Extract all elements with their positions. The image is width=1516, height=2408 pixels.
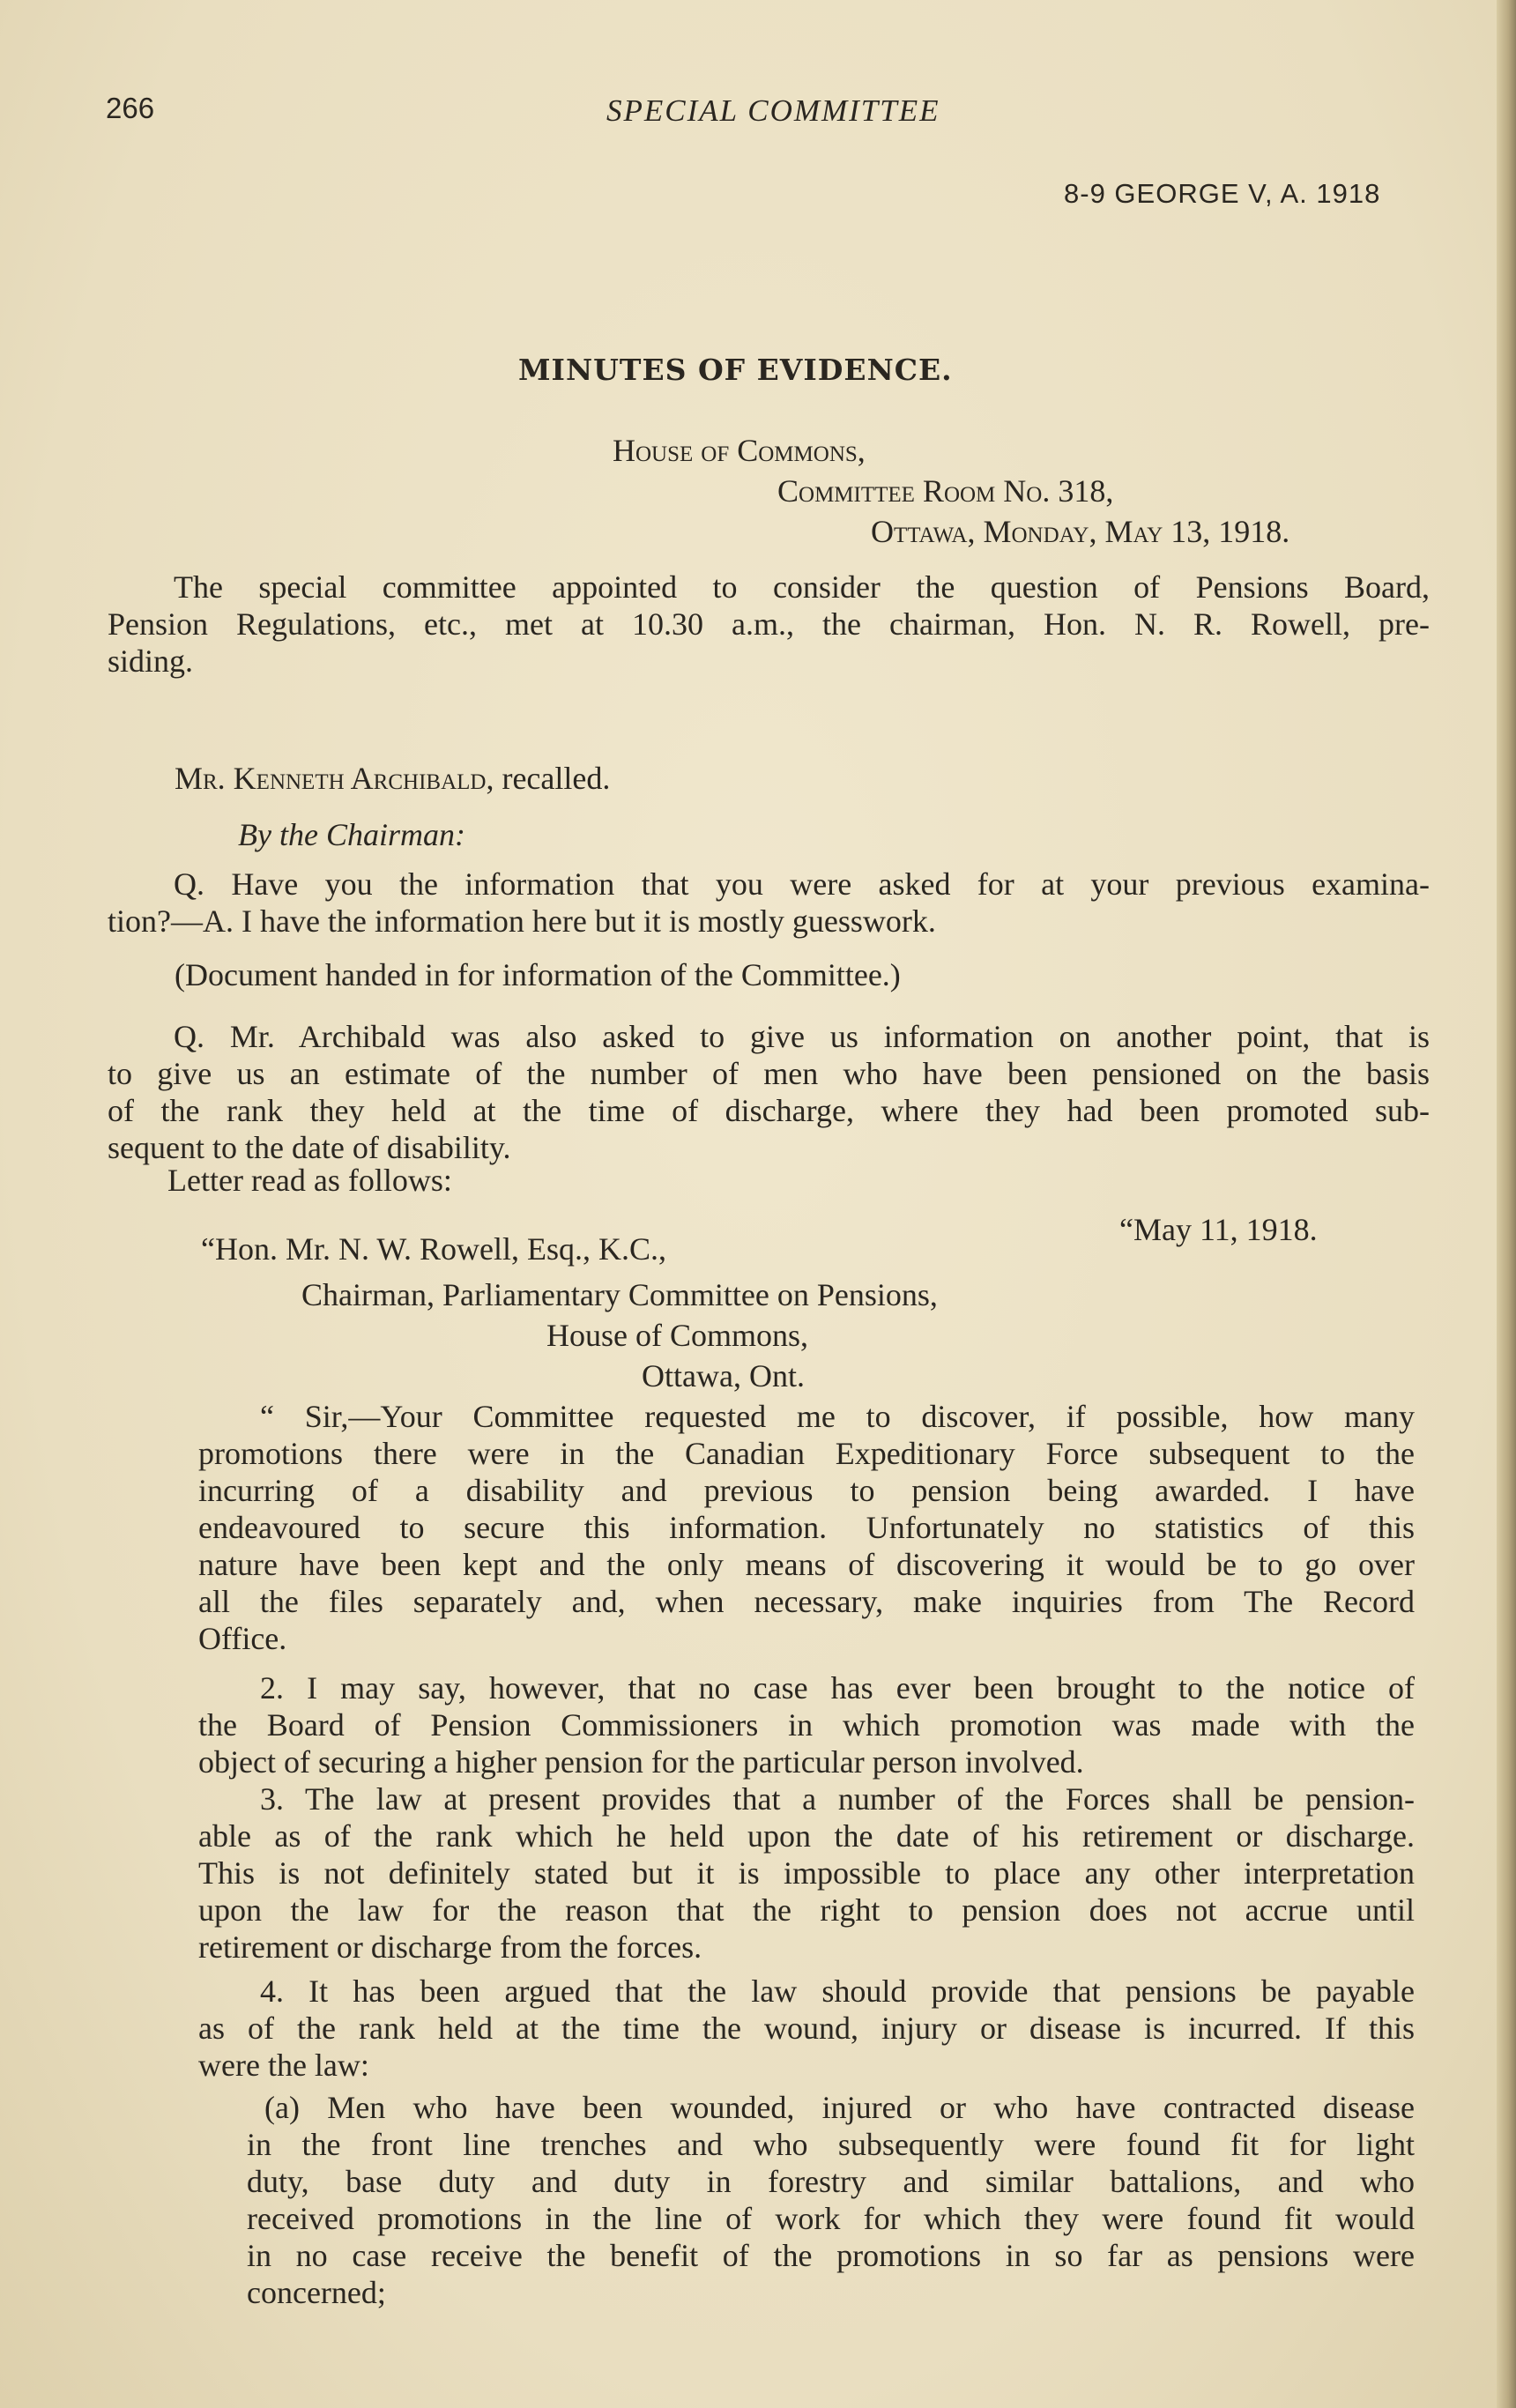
witness-name: Mr. Kenneth Archibald, <box>175 761 494 796</box>
letter-address-line-3: House of Commons, <box>546 1318 808 1353</box>
section-heading: MINUTES OF EVIDENCE. <box>518 353 953 387</box>
letter-date: “May 11, 1918. <box>1119 1212 1318 1247</box>
letter-paragraph-1: “ Sir,—Your Committee requested me to discover, if possible, how many promotions there were in the Canadian Expeditionary Force subsequent to the incurring of a disability and previous to pension being awarded. I have endeavoured to secure this information. Unfortunately no statistics of this nature have been kept and the only means of discovering it would be to go over all the files separately and, when necessary, make inquiries from The Record Office. <box>198 1399 1415 1656</box>
letter-paragraph-2: 2. I may say, however, that no case has ever been brought to the notice of the Board of Pension Commissioners in which promotion was made with the object of securing a higher pension for the particular person involved. <box>198 1670 1415 1780</box>
page-number: 266 <box>106 92 155 124</box>
location-line-1: House of Commons, <box>613 433 866 468</box>
letter-intro: Letter read as follows: <box>167 1163 452 1198</box>
intro-paragraph: The special committee appointed to consider the question of Pensions Board, Pension Regulations, etc., met at 10.30 a.m., the chairman, Hon. N. R. Rowell, pre- siding. <box>108 569 1430 679</box>
page-edge <box>1497 0 1516 2408</box>
letter-paragraph-3: 3. The law at present provides that a number of the Forces shall be pension- able as of the rank which he held upon the date of his retirement or discharge. This is not definitely stated but it is impossible to place any other interpretation upon the law for the reason that the right to pension does not accrue until retirement or discharge from the forces. <box>198 1781 1415 1965</box>
location-line-2: Committee Room No. 318, <box>777 473 1114 509</box>
location-line-3: Ottawa, Monday, May 13, 1918. <box>871 514 1290 549</box>
witness-line <box>175 760 610 797</box>
qa-paragraph-1: Q. Have you the information that you were asked for at your previous examina- tion?—A. I have the information here but it is mostly guesswork. <box>108 866 1430 939</box>
session-label: 8-9 GEORGE V, A. 1918 <box>1064 178 1381 209</box>
letter-paragraph-4: 4. It has been argued that the law should provide that pensions be payable as of the rank held at the time the wound, injury or disease is incurred. If this were the law: <box>198 1973 1415 2083</box>
letter-paragraph-a: (a) Men who have been wounded, injured or who have contracted disease in the front line trenches and who subsequently were found fit for light duty, base duty and duty in forestry and similar battalions, and who received promotions in the line of work for which they were found fit would in no case receive the benefit of the promotions in so far as pensions were concerned; <box>247 2090 1415 2310</box>
letter-addressee: “Hon. Mr. N. W. Rowell, Esq., K.C., <box>201 1231 667 1267</box>
examiner-line: By the Chairman: <box>238 817 465 852</box>
running-title: SPECIAL COMMITTEE <box>606 93 940 128</box>
letter-address-line-2: Chairman, Parliamentary Committee on Pensions, <box>301 1277 938 1312</box>
qa-paragraph-2: Q. Mr. Archibald was also asked to give us information on another point, that is to give us an estimate of the number of men who have been pensioned on the basis of the rank they held at the time of discharge, where they had been promoted sub- sequent to the date of disability. <box>108 1019 1430 1165</box>
document-note: (Document handed in for information of the Committee.) <box>175 957 901 992</box>
witness-status: recalled. <box>494 761 611 796</box>
letter-address-line-4: Ottawa, Ont. <box>642 1358 805 1394</box>
